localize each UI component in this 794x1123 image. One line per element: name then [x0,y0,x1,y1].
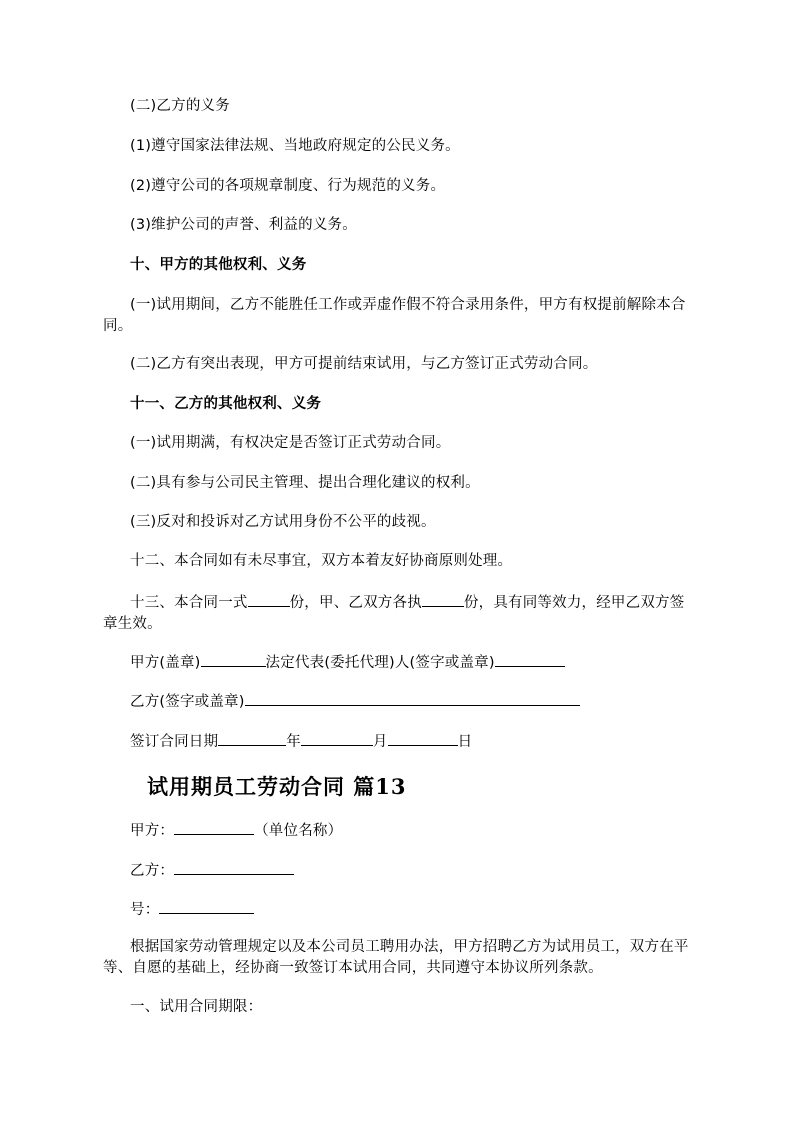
blank-line [201,651,266,667]
label: 签订合同日期 [130,734,219,750]
section-heading: 十、甲方的其他权利、义务 [130,257,307,273]
paragraph: 一、试用合同期限： [130,999,263,1015]
label: 甲方(盖章) [130,655,201,671]
paragraph: (二)乙方有突出表现，甲方可提前结束试用，与乙方签订正式劳动合同。 [130,356,598,372]
section-heading: 十一、乙方的其他权利、义务 [130,396,322,412]
note: （单位名称） [254,823,343,839]
paragraph: 十二、本合同如有未尽事宜，双方本着友好协商原则处理。 [130,553,513,569]
blank-line [495,651,565,667]
paragraph: (3)维护公司的声誉、利益的义务。 [130,217,357,233]
label: 乙方(签字或盖章) [130,694,245,710]
blank-line [174,859,294,875]
text: 份，具有同等效力，经甲乙双方签章生效。 [103,595,685,632]
signature-line [130,690,730,712]
blank-line [388,730,458,746]
blank-line [174,819,254,835]
blank-line [245,690,580,706]
party-b-line [130,859,730,881]
label: 乙方： [130,863,175,879]
paragraph: (一)试用期满，有权决定是否签订正式劳动合同。 [130,435,451,451]
label: 法定代表(委托代理)人(签字或盖章) [265,655,495,671]
signature-line [130,651,730,673]
label: 甲方： [130,823,175,839]
contract-title: 试用期员工劳动合同 篇13 [147,774,407,799]
label: 号： [130,902,160,918]
paragraph: (二)具有参与公司民主管理、提出合理化建议的权利。 [130,475,480,491]
paragraph: (二)乙方的义务 [130,98,230,114]
paragraph: (三)反对和投诉对乙方试用身份不公平的歧视。 [130,514,436,530]
blank-line [248,591,290,607]
number-line [130,898,730,920]
label: 月 [372,734,388,750]
paragraph: (2)遵守公司的各项规章制度、行为规范的义务。 [130,178,446,194]
label: 年 [286,734,301,750]
blank-line [301,730,373,746]
blank-line [218,730,286,746]
text: 份，甲、乙双方各执 [289,595,422,611]
label: 日 [457,734,473,750]
paragraph [103,591,693,635]
intro-paragraph: 根据国家劳动管理规定以及本公司员工聘用办法，甲方招聘乙方为试用员工，双方在平等、自愿的基础上，经协商一致签订本试用合同，共同遵守本协议所列条款。 [103,939,689,976]
paragraph: (1)遵守国家法律法规、当地政府规定的公民义务。 [130,138,460,154]
date-line [130,730,730,752]
paragraph: (一)试用期间，乙方不能胜任工作或弄虚作假不符合录用条件，甲方有权提前解除本合同。 [103,297,686,334]
text: 十三、本合同一式 [130,595,248,611]
blank-line [159,898,254,914]
party-a-line [130,819,730,841]
blank-line [422,591,464,607]
